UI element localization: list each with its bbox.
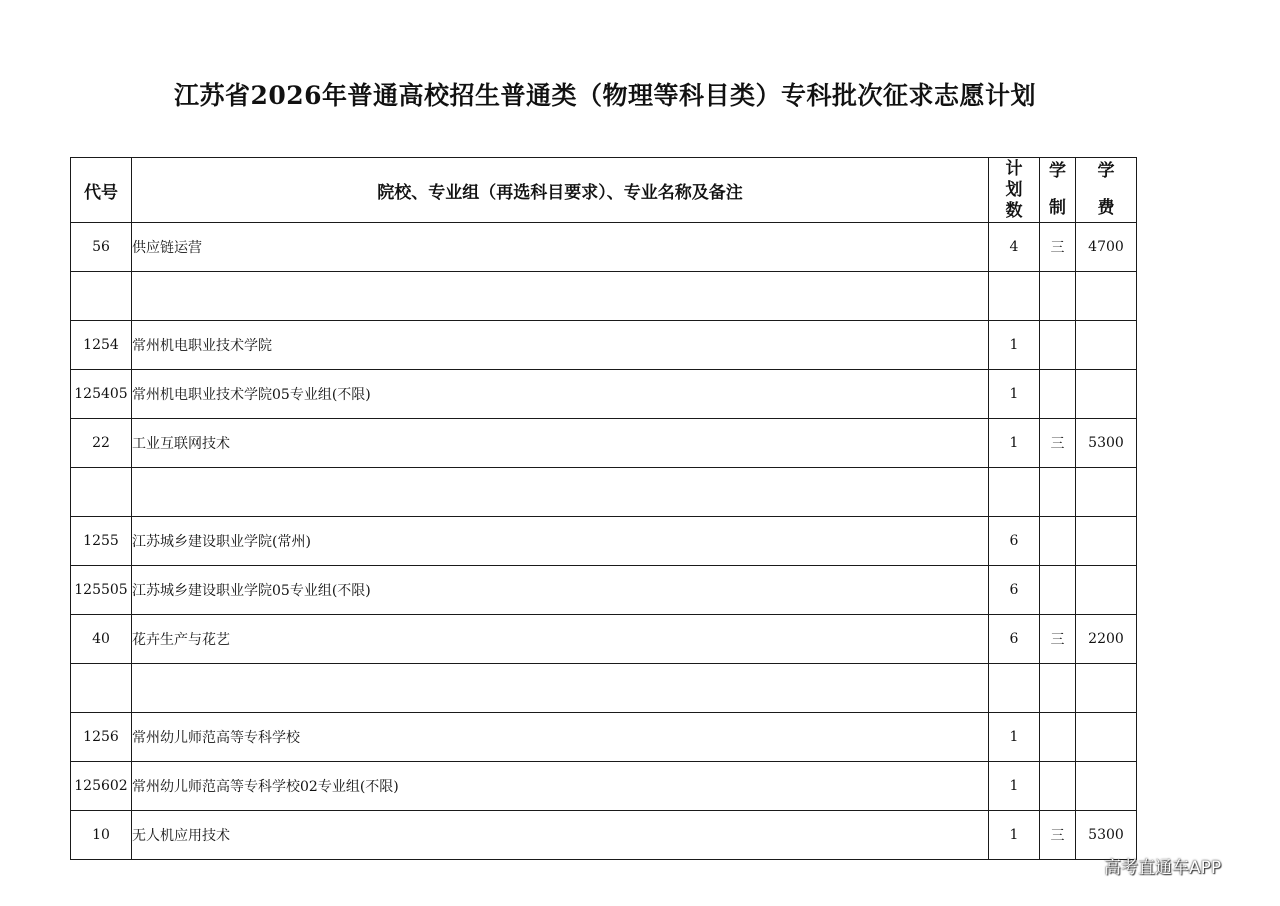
cell-code: 1255 [71,517,132,566]
cell-duration [1040,272,1076,321]
cell-name: 常州幼儿师范高等专科学校02专业组(不限) [132,762,989,811]
cell-code [71,468,132,517]
cell-duration [1040,321,1076,370]
table-row [71,272,1137,321]
cell-code: 125505 [71,566,132,615]
cell-fee [1076,517,1137,566]
cell-plan: 6 [989,566,1040,615]
cell-name: 工业互联网技术 [132,419,989,468]
cell-duration [1040,664,1076,713]
table-row [71,370,1137,419]
cell-plan: 1 [989,321,1040,370]
cell-name: 江苏城乡建设职业学院05专业组(不限) [132,566,989,615]
table-row [71,517,1137,566]
cell-fee [1076,272,1137,321]
cell-duration [1040,566,1076,615]
cell-name: 花卉生产与花艺 [132,615,989,664]
cell-fee [1076,468,1137,517]
header-fee [1076,158,1137,223]
table-body [71,223,1137,860]
header-name: 院校、专业组（再选科目要求）、专业名称及备注 [132,158,989,223]
cell-duration: 三 [1040,223,1076,272]
table-row [71,223,1137,272]
cell-name [132,468,989,517]
cell-duration [1040,468,1076,517]
header-duration [1040,158,1076,223]
page-title: 江苏省2026年普通高校招生普通类（物理等科目类）专科批次征求志愿计划 [173,81,1037,110]
cell-fee [1076,566,1137,615]
cell-name [132,272,989,321]
header-code: 代号 [71,158,132,223]
cell-duration: 三 [1040,615,1076,664]
cell-plan: 1 [989,419,1040,468]
cell-duration [1040,370,1076,419]
cell-code: 125405 [71,370,132,419]
cell-name: 常州机电职业技术学院05专业组(不限) [132,370,989,419]
header-duration-char: 制 [1049,198,1066,218]
cell-plan: 4 [989,223,1040,272]
table-row [71,811,1137,860]
header-fee-char: 学 [1097,161,1115,181]
header-plan [989,158,1040,223]
cell-name: 常州机电职业技术学院 [132,321,989,370]
cell-fee [1076,762,1137,811]
cell-code: 22 [71,419,132,468]
cell-duration: 三 [1040,419,1076,468]
header-fee-char: 费 [1097,198,1115,218]
cell-code [71,664,132,713]
cell-duration: 三 [1040,811,1076,860]
table-row [71,321,1137,370]
cell-plan: 1 [989,370,1040,419]
cell-fee: 5300 [1076,811,1137,860]
cell-fee [1076,370,1137,419]
cell-plan [989,664,1040,713]
header-duration-char: 学 [1049,161,1066,181]
table-row [71,468,1137,517]
cell-code: 1254 [71,321,132,370]
enrollment-plan-table [70,157,1137,860]
cell-fee: 2200 [1076,615,1137,664]
table-row [71,664,1137,713]
table-row [71,762,1137,811]
watermark: 高考直通车APP [1104,858,1222,878]
cell-plan: 1 [989,762,1040,811]
cell-name: 江苏城乡建设职业学院(常州) [132,517,989,566]
cell-code: 125602 [71,762,132,811]
table-row [71,566,1137,615]
cell-plan [989,272,1040,321]
cell-plan: 1 [989,713,1040,762]
table-row [71,713,1137,762]
cell-name: 无人机应用技术 [132,811,989,860]
cell-name [132,664,989,713]
header-plan-char: 划 [1005,179,1023,200]
cell-code: 10 [71,811,132,860]
table-header-row [71,158,1137,223]
cell-code [71,272,132,321]
cell-duration [1040,517,1076,566]
cell-plan: 6 [989,615,1040,664]
cell-duration [1040,762,1076,811]
cell-plan [989,468,1040,517]
table-row [71,615,1137,664]
cell-fee: 5300 [1076,419,1137,468]
cell-fee: 4700 [1076,223,1137,272]
header-plan-char: 计 [1005,158,1023,179]
cell-fee [1076,664,1137,713]
cell-name: 供应链运营 [132,223,989,272]
cell-code: 56 [71,223,132,272]
cell-plan: 1 [989,811,1040,860]
cell-code: 40 [71,615,132,664]
cell-name: 常州幼儿师范高等专科学校 [132,713,989,762]
cell-fee [1076,321,1137,370]
header-plan-char: 数 [1005,200,1023,221]
cell-code: 1256 [71,713,132,762]
cell-plan: 6 [989,517,1040,566]
cell-fee [1076,713,1137,762]
cell-duration [1040,713,1076,762]
table-row [71,419,1137,468]
